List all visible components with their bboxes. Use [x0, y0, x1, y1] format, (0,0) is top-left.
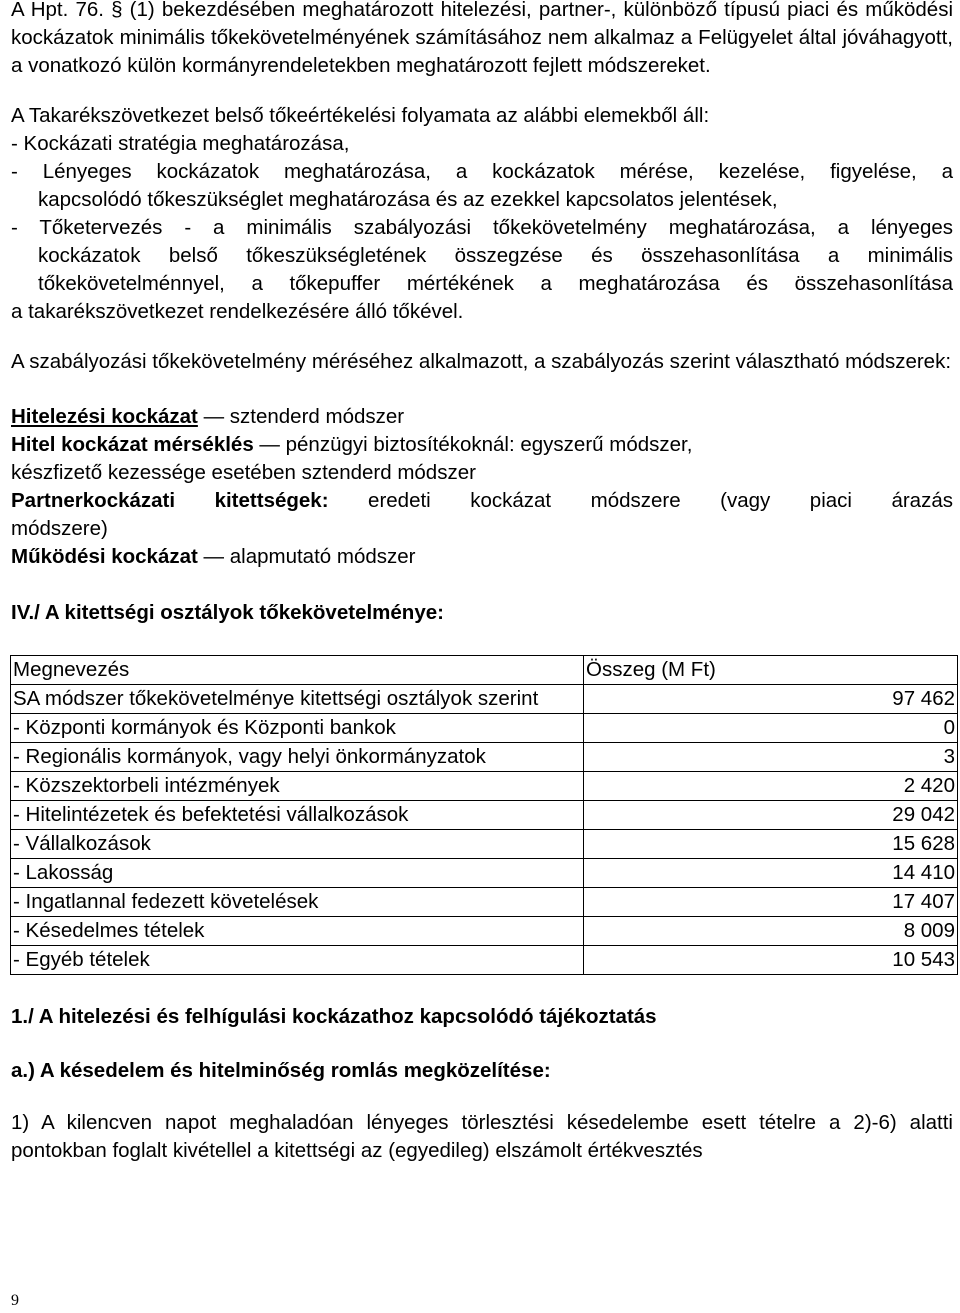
table-row	[11, 859, 958, 888]
table-row	[11, 714, 958, 743]
table-header-cell: Megnevezés	[11, 656, 584, 685]
process-item: - Lényeges kockázatok meghatározása, a kockázatok mérése, kezelése, figyelése, a	[11, 160, 953, 183]
intro-paragraph: A Hpt. 76. § (1) bekezdésében meghatározott hitelezési, partner-, különböző típusú piaci és működési kockázatok minimális tőkekövetelményének számításához nem alkalmaz a Felügyelet által jóváhagyott, a vonatkozó külön kormányrendeletekben meghatározott fejlett módszereket.	[11, 0, 953, 77]
table-cell-value: 8 009	[584, 917, 958, 946]
method-operational-dash: —	[197, 545, 225, 568]
table-cell-value: 2 420	[584, 772, 958, 801]
method-mitigation-label: Hitel kockázat mérséklés	[11, 433, 254, 456]
section-iv-title: IV./ A kitettségi osztályok tőkekövetelménye:	[11, 601, 444, 624]
method-counterparty-label: Partnerkockázati kitettségek:	[11, 489, 329, 512]
process-item: tőkekövetelménnyel, a tőkepuffer mértékének a meghatározása és összehasonlítása	[38, 272, 953, 295]
section-a-title: a.) A késedelem és hitelminőség romlás megközelítése:	[11, 1059, 551, 1082]
table-row	[11, 888, 958, 917]
table-row	[11, 685, 958, 714]
table-row	[11, 917, 958, 946]
table-cell-value: 15 628	[584, 830, 958, 859]
table-cell-value: 97 462	[584, 685, 958, 714]
process-item: - Tőketervezés - a minimális szabályozási tőkekövetelmény meghatározása, a lényeges	[11, 216, 953, 239]
table-cell-value: 17 407	[584, 888, 958, 917]
table-row	[11, 830, 958, 859]
method-operational-text: alapmutató módszer	[224, 545, 416, 568]
method-mitigation-dash: —	[253, 433, 280, 456]
method-operational-label: Működési kockázat	[11, 545, 198, 568]
table-cell-label: - Közszektorbeli intézmények	[11, 772, 584, 801]
table-cell-label: - Ingatlannal fedezett követelések	[11, 888, 584, 917]
table-cell-value: 14 410	[584, 859, 958, 888]
process-item: kockázatok belső tőkeszükségletének összegzése és összehasonlítása a minimális	[38, 244, 953, 267]
process-block	[11, 102, 953, 326]
final-paragraph: 1) A kilencven napot meghaladóan lényeges törlesztési késedelembe esett tételre a 2)-6) alatti pontokban foglalt kivétellel a kitettségi az (egyedileg) elszámolt értékvesztés	[11, 1111, 953, 1162]
table-cell-label: - Központi kormányok és Központi bankok	[11, 714, 584, 743]
method-counterparty	[11, 487, 953, 515]
table-cell-label: SA módszer tőkekövetelménye kitettségi osztályok szerint	[11, 685, 584, 714]
exposure-table	[10, 655, 958, 975]
table-row	[11, 772, 958, 801]
methods-lead: A szabályozási tőkekövetelmény méréséhez alkalmazott, a szabályozás szerint választható módszerek:	[11, 350, 952, 373]
method-mitigation-text: pénzügyi biztosítékoknál: egyszerű módszer,	[279, 433, 693, 456]
table-cell-label: - Egyéb tételek	[11, 946, 584, 975]
process-item: - Kockázati stratégia meghatározása,	[11, 132, 350, 155]
method-mitigation-cont: készfizető kezessége esetében sztenderd módszer	[11, 461, 476, 484]
methods-list	[11, 403, 953, 571]
process-item: kapcsolódó tőkeszükséglet meghatározása és az ezekkel kapcsolatos jelentések,	[38, 188, 778, 211]
method-credit-label: Hitelezési kockázat	[11, 405, 198, 428]
table-cell-label: - Vállalkozások	[11, 830, 584, 859]
method-counterparty-text: eredeti kockázat módszere (vagy piaci árazás	[328, 489, 953, 512]
section-1-title: 1./ A hitelezési és felhígulási kockázathoz kapcsolódó tájékoztatás	[11, 1005, 657, 1028]
table-cell-value: 29 042	[584, 801, 958, 830]
table-cell-value: 0	[584, 714, 958, 743]
method-credit-dash: —	[197, 405, 225, 428]
table-header-cell: Összeg (M Ft)	[584, 656, 958, 685]
table-row	[11, 946, 958, 975]
method-counterparty-cont: módszere)	[11, 517, 108, 540]
method-operational	[11, 543, 953, 571]
process-lead: A Takarékszövetkezet belső tőkeértékelési folyamata az alábbi elemekből áll:	[11, 104, 710, 127]
table-cell-label: - Regionális kormányok, vagy helyi önkormányzatok	[11, 743, 584, 772]
method-mitigation	[11, 431, 953, 459]
method-credit-text: sztenderd módszer	[224, 405, 405, 428]
table-cell-label: - Hitelintézetek és befektetési vállalkozások	[11, 801, 584, 830]
table-cell-value: 3	[584, 743, 958, 772]
table-cell-value: 10 543	[584, 946, 958, 975]
table-cell-label: - Lakosság	[11, 859, 584, 888]
table-row	[11, 801, 958, 830]
table-row	[11, 743, 958, 772]
method-credit	[11, 403, 953, 431]
document-page	[11, 0, 953, 1165]
table-cell-label: - Késedelmes tételek	[11, 917, 584, 946]
page-number: 9	[11, 1292, 19, 1309]
table-header-row	[11, 656, 958, 685]
process-item: a takarékszövetkezet rendelkezésére álló tőkével.	[11, 300, 464, 323]
